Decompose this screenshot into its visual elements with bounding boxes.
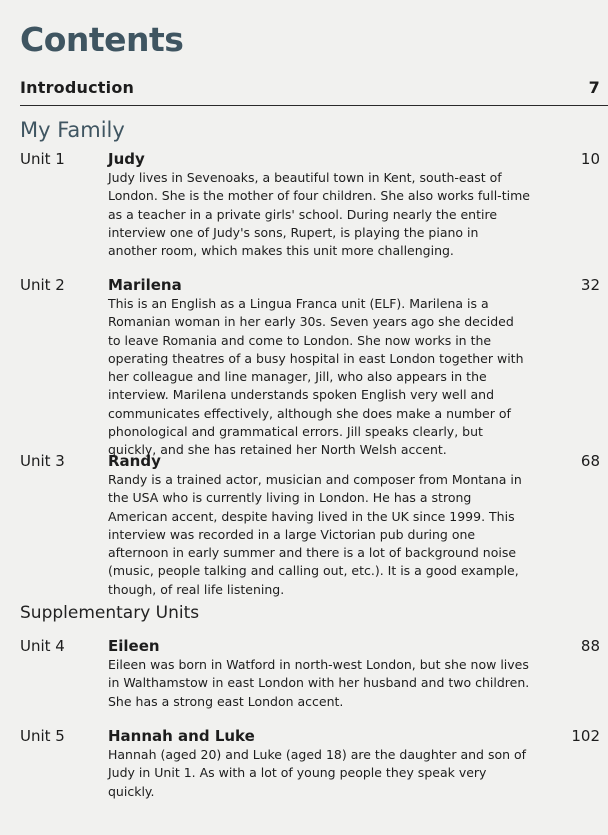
unit-page: 10 bbox=[580, 150, 600, 168]
section-heading-my-family: My Family bbox=[20, 118, 125, 142]
unit-name: Randy bbox=[108, 452, 161, 470]
unit-description: Judy lives in Sevenoaks, a beautiful town in Kent, south-east of London. She is the mother of four children. She also works full-time as a teacher in a private girls' school. During nearly the entire interview one of Judy's sons, Rupert, is playing the piano in another room, which makes this unit more challenging. bbox=[108, 170, 530, 259]
page-title: Contents bbox=[20, 20, 184, 59]
introduction-page: 7 bbox=[588, 78, 600, 97]
unit-entry-2[interactable] bbox=[20, 276, 600, 460]
unit-page: 68 bbox=[580, 452, 600, 470]
unit-entry-4[interactable] bbox=[20, 637, 600, 711]
unit-label: Unit 1 bbox=[20, 150, 65, 168]
unit-page: 32 bbox=[580, 276, 600, 294]
unit-name: Judy bbox=[108, 150, 145, 168]
unit-label: Unit 3 bbox=[20, 452, 65, 470]
unit-description: Hannah (aged 20) and Luke (aged 18) are the daughter and son of Judy in Unit 1. As with a lot of young people they speak very quickly. bbox=[108, 747, 527, 799]
unit-name: Marilena bbox=[108, 276, 182, 294]
unit-description: This is an English as a Lingua Franca unit (ELF). Marilena is a Romanian woman in her early 30s. Seven years ago she decided to leave Romania and come to London. She now works in the operating theatres of a busy hospital in east London together with her colleague and line manager, Jill, who also appears in the interview. Marilena understands spoken English very well and communicates effectively, although she does make a number of phonological and grammatical errors. Jill speaks clearly, but quickly, and she has retained her North Welsh accent. bbox=[108, 296, 524, 458]
unit-description: Randy is a trained actor, musician and composer from Montana in the USA who is currently living in London. He has a strong American accent, despite having lived in the UK since 1999. This interview was recorded in a large Victorian pub during one afternoon in early summer and there is a lot of background noise (music, people talking and calling out, etc.). It is a good example, though, of real life listening. bbox=[108, 472, 522, 597]
introduction-entry[interactable] bbox=[20, 78, 600, 97]
unit-entry-5[interactable] bbox=[20, 727, 600, 801]
unit-page: 102 bbox=[571, 727, 600, 745]
unit-label: Unit 4 bbox=[20, 637, 65, 655]
unit-entry-3[interactable] bbox=[20, 452, 600, 599]
unit-description: Eileen was born in Watford in north-west London, but she now lives in Walthamstow in east London with her husband and two children. She has a strong east London accent. bbox=[108, 657, 530, 709]
divider-rule bbox=[20, 105, 608, 106]
unit-page: 88 bbox=[580, 637, 600, 655]
unit-name: Hannah and Luke bbox=[108, 727, 255, 745]
unit-label: Unit 5 bbox=[20, 727, 65, 745]
section-heading-supplementary-units: Supplementary Units bbox=[20, 603, 200, 623]
unit-entry-1[interactable] bbox=[20, 150, 600, 260]
unit-label: Unit 2 bbox=[20, 276, 65, 294]
unit-name: Eileen bbox=[108, 637, 160, 655]
introduction-label: Introduction bbox=[20, 78, 135, 97]
